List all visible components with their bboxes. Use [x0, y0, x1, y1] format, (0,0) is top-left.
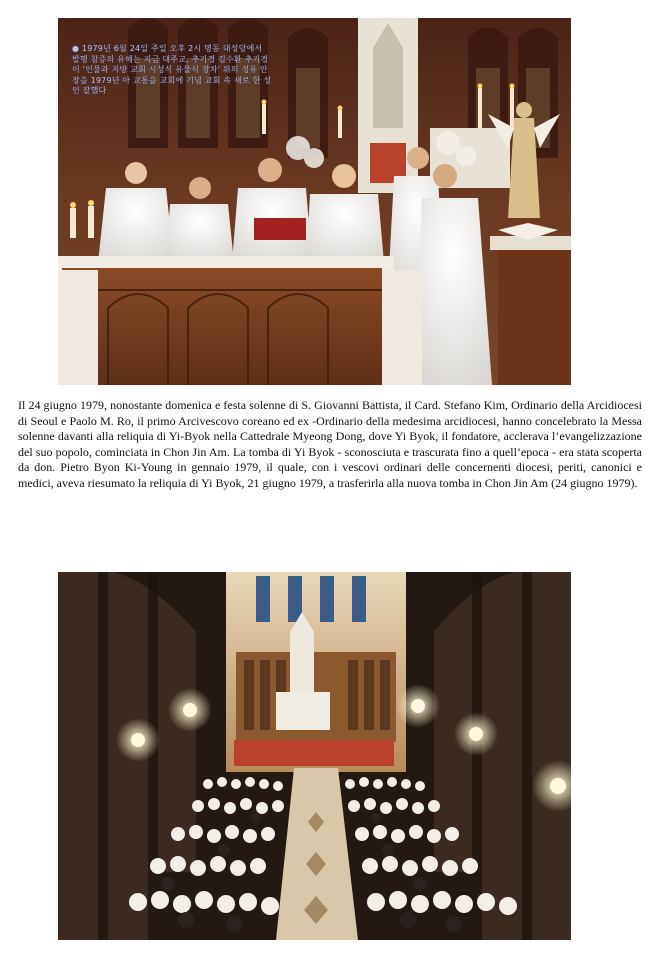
photo-cathedral-drawing: [58, 572, 571, 940]
photo-cathedral-congregation: [58, 572, 571, 940]
description-paragraph: Il 24 giugno 1979, nonostante domenica e festa solenne di S. Giovanni Battista, il Card. Stefano Kim, Ordinario della Arcidiocesi di Seoul e Paolo M. Ro, il primo Arcivescovo coreano ed ex -Ordinario della medesima arcidiocesi, hanno concelebrato la Messa solenne davanti alla reliquia di Yi-Byok nella Cattedrale Myeong Dong, dove Yi Byok, il fondatore, acclerava l’evangelizzazione del suo popolo, cominciata in Chon Jin Am. La tomba di Yi Byok - sconosciuta e trascurata fino a quell’epoca - era stata scoperta da don. Pietro Byon Ki-Young in gennaio 1979, il quale, con i vescovi ordinari delle concernenti diocesi, periti, canonici e medici, aveva riesumato la reliquia di Yi Byok, 21 giugno 1979, a trasferirla alla nuova tomba in Chon Jin Am (24 giugno 1979).: [18, 398, 642, 490]
photo-concelebration-mass: [58, 18, 571, 385]
photo-overlay-caption: ● 1979년 6월 24일 주일 오후 2시 명동 대성당에서 발행 참증의 유해는 지금 대주교, 추기경 김수환 추기경이 '인물과 지방 교회 시성식 유물식 장차' 위의 성유 안장을 1979년 아 교통을 교회에 기념 교회 속 새로 한 성인 잘했다: [72, 44, 272, 95]
